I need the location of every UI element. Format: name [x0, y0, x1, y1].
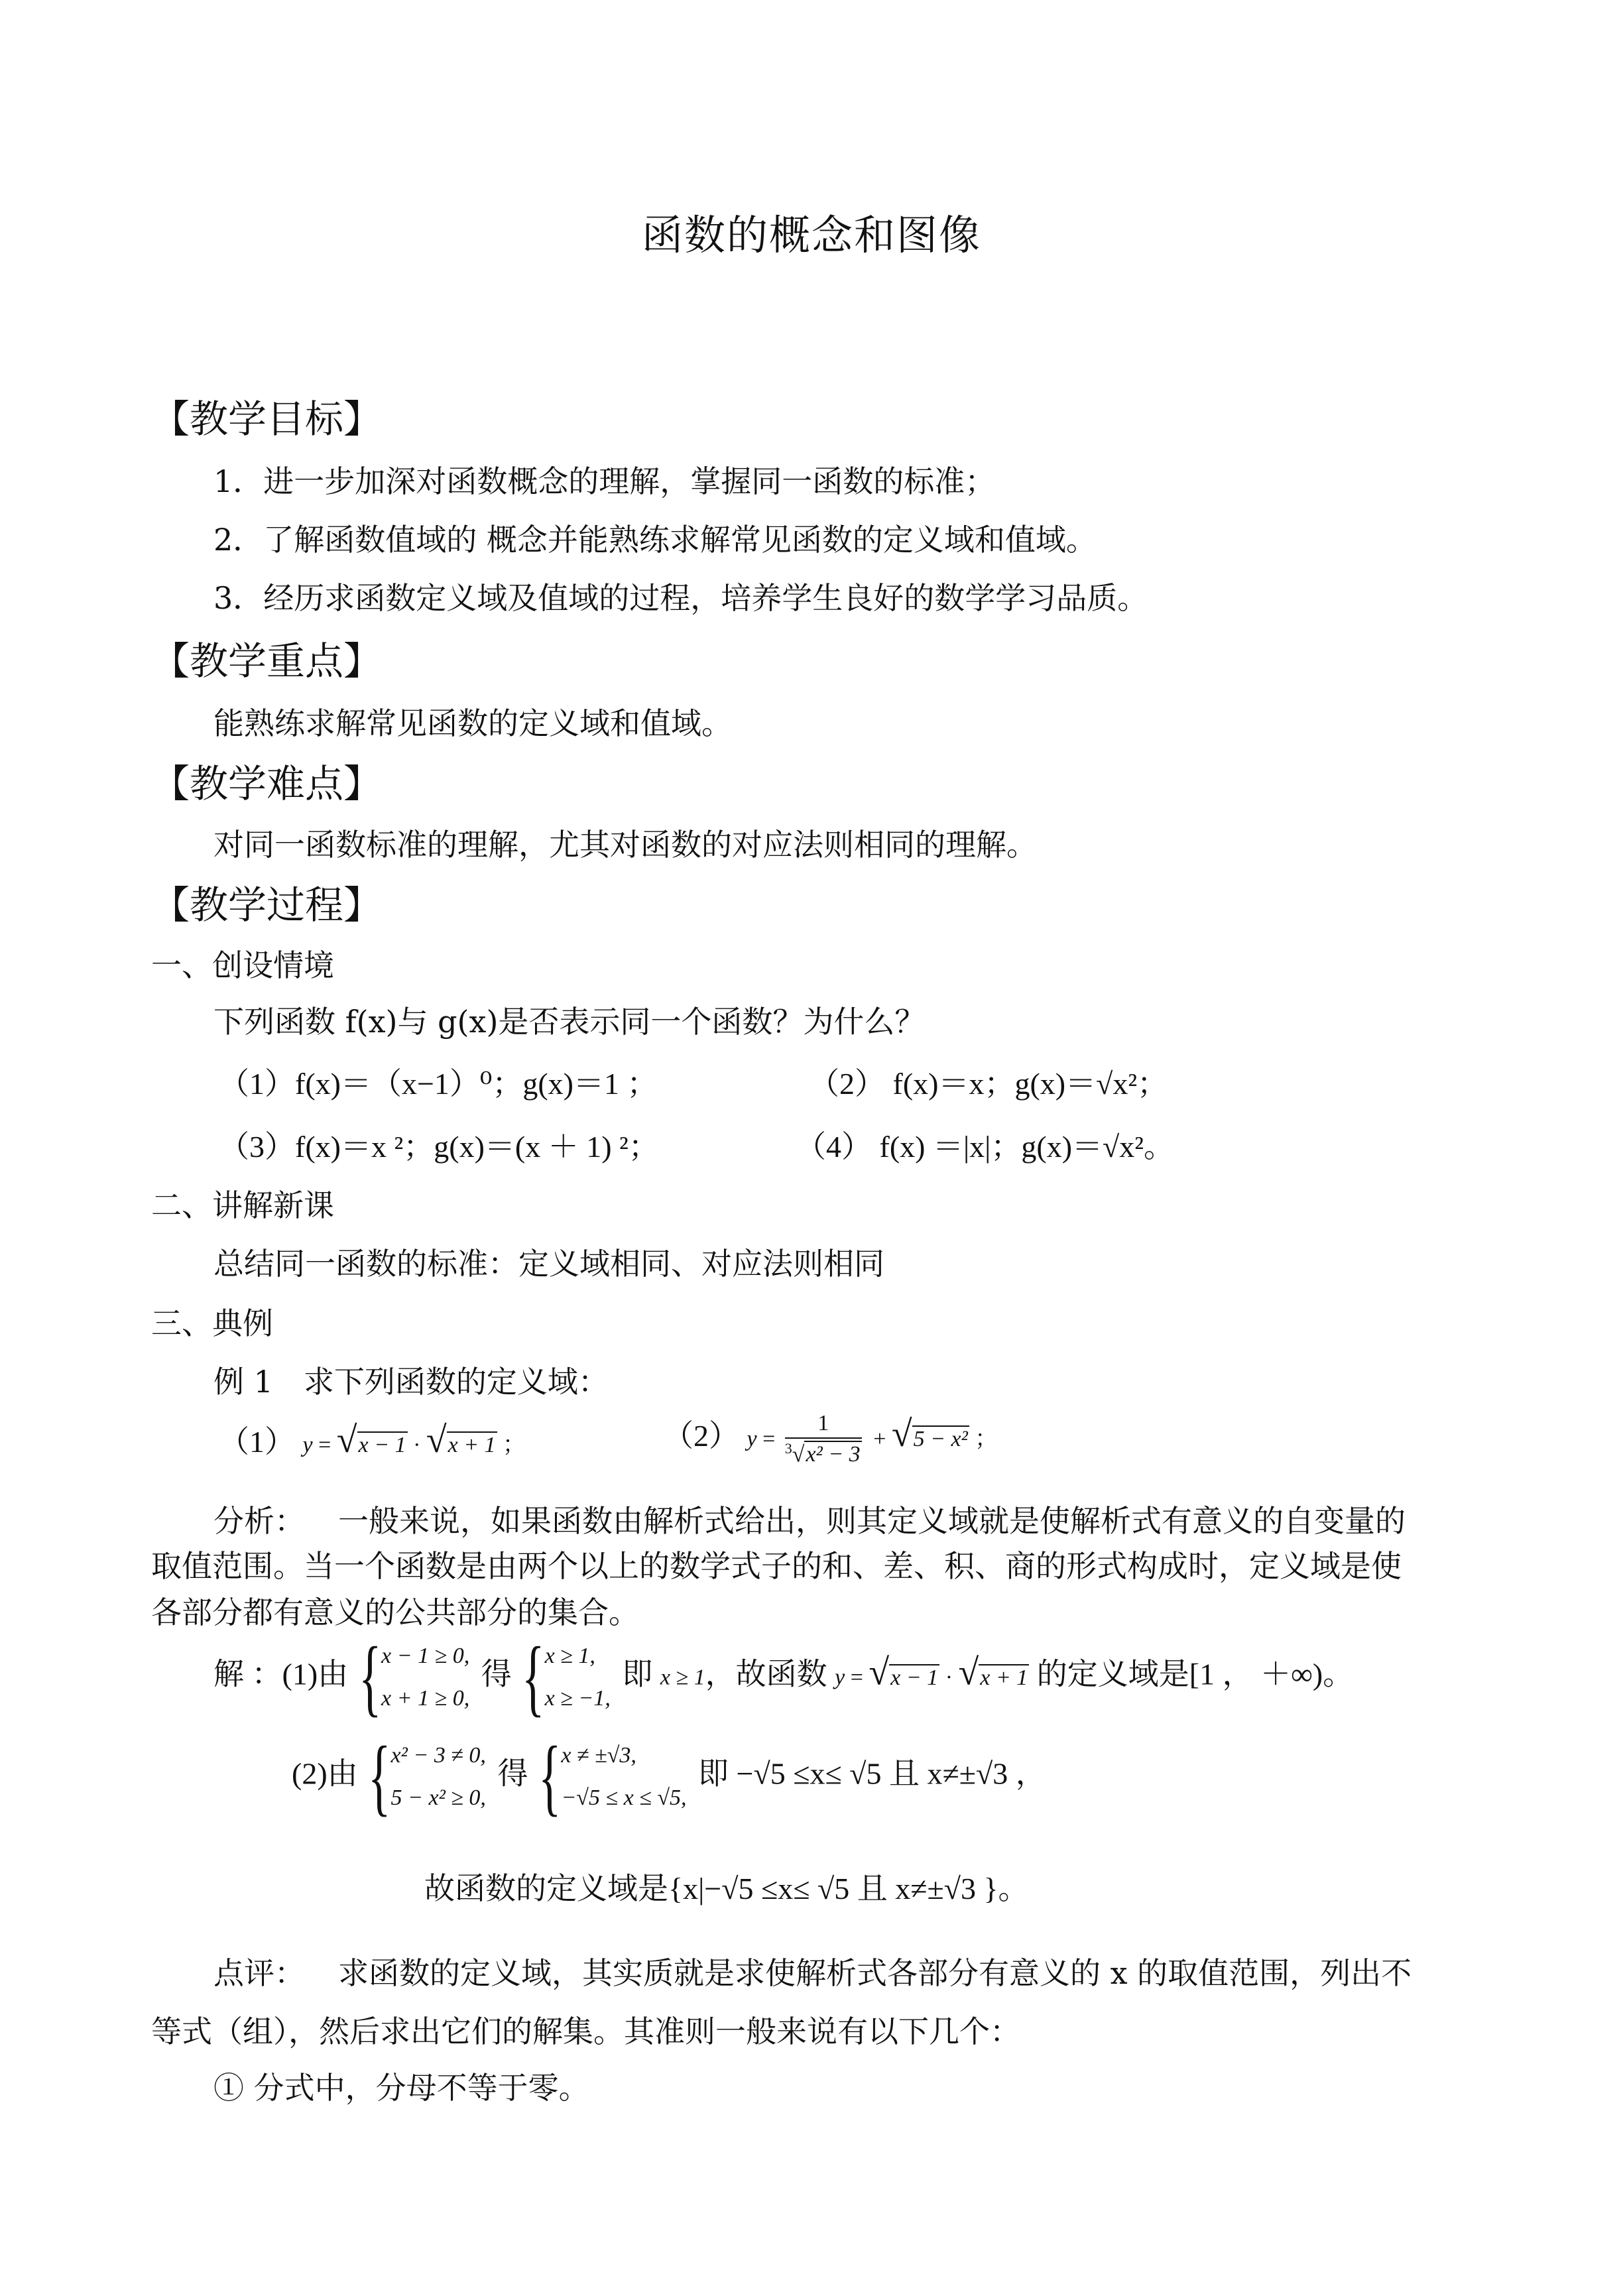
objective-item-1: 1．进一步加深对函数概念的理解，掌握同一函数的标准；: [213, 463, 996, 499]
solution-2-conclusion: 故函数的定义域是{x|−√5 ≤x≤ √5 且 x≠±√3 }。: [424, 1872, 1029, 1905]
function-pair-3: （3）f(x)＝x ²；g(x)＝(x ＋ 1) ²；: [219, 1130, 659, 1164]
section-3-heading: 三、典例: [151, 1305, 273, 1341]
analysis-text-1: 一般来说，如果函数由解析式给出，则其定义域就是使解析式有意义的自变量的: [338, 1503, 1406, 1539]
difficulty-heading: 【教学难点】: [151, 761, 383, 806]
objective-item-3: 3．经历求函数定义域及值域的过程，培养学生良好的数学学习品质。: [213, 580, 1148, 616]
objectives-heading: 【教学目标】: [151, 396, 383, 442]
solution-1-condition: x ≥ 1: [660, 1665, 705, 1690]
solution-1-get: 得: [481, 1657, 512, 1691]
solution-1-then: 即: [622, 1657, 653, 1691]
section-2-heading: 二、讲解新课: [151, 1187, 334, 1223]
rule-1: ① 分式中，分母不等于零。: [213, 2070, 589, 2106]
section-1-question: 下列函数 f(x)与 g(x)是否表示同一个函数？为什么？: [213, 1004, 926, 1040]
solution-2: (2)由 { x² − 3 ≠ 0, 5 − x² ≥ 0, 得 { x ≠ ±√3, −√5 ≤ x ≤ √5, 即 −√5 ≤x≤ √5 且 x≠±√3 ，: [292, 1729, 1046, 1825]
process-heading: 【教学过程】: [151, 882, 383, 928]
objective-item-2: 2．了解函数值域的 概念并能熟练求解常见函数的定义域和值域。: [213, 522, 1097, 558]
solution-1: 解 ：(1)由 { x − 1 ≥ 0, x + 1 ≥ 0, 得 { x ≥ 1, x ≥ −1, 即 x ≥ 1，故函数 y = √x − 1 · √x + 1 的定义域是[1 ， ＋∞)。: [213, 1630, 1354, 1725]
solution-1-therefore: ，故函数: [705, 1657, 827, 1691]
q2-label: （2）: [663, 1419, 739, 1453]
example-formula-1: （1） y = √x − 1 · √x + 1 ；: [219, 1420, 526, 1461]
key-point-heading: 【教学重点】: [151, 638, 383, 684]
function-pair-1: （1）f(x)＝（x−1）⁰；g(x)＝1 ；: [219, 1067, 658, 1101]
analysis-label: 分析：: [213, 1503, 305, 1539]
analysis-line-1: [213, 1497, 1406, 1541]
analysis-line-2: 取值范围。当一个函数是由两个以上的数学式子的和、差、积、商的形式构成时，定义域是使: [151, 1548, 1402, 1584]
q1-label: （1）: [219, 1425, 295, 1459]
solution-2-then: 即: [698, 1756, 729, 1791]
function-pair-4: （4） f(x) ＝|x|；g(x)＝√x²。: [796, 1130, 1175, 1164]
difficulty-text: 对同一函数标准的理解，尤其对函数的对应法则相同的理解。: [213, 827, 1037, 863]
example-1-prompt: 例 1 求下列函数的定义域：: [213, 1364, 609, 1400]
function-pair-2: （2） f(x)＝x；g(x)＝√x²；: [809, 1067, 1168, 1101]
section-1-heading: 一、创设情境: [151, 947, 334, 983]
comment-line-1: [213, 1949, 1412, 1993]
comment-text-1: 求函数的定义域，其实质就是求使解析式各部分有意义的 x 的取值范围，列出不: [338, 1955, 1412, 1991]
solution-2-label: (2)由: [292, 1756, 358, 1791]
solution-2-inequality: −√5 ≤x≤ √5 且 x≠±√3 ，: [736, 1756, 1046, 1791]
example-formula-2: （2） y = $\frac{1}{^3√x^2 - 3}$ + √5 − x² ；: [663, 1411, 998, 1467]
solution-2-get: 得: [497, 1756, 528, 1791]
page-title: 函数的概念和图像: [641, 211, 981, 259]
comment-label: 点评：: [213, 1955, 305, 1991]
key-point-text: 能熟练求解常见函数的定义域和值域。: [213, 705, 732, 741]
comment-line-2: 等式（组），然后求出它们的解集。其准则一般来说有以下几个：: [151, 2014, 1020, 2049]
section-2-text: 总结同一函数的标准：定义域相同、对应法则相同: [213, 1246, 884, 1282]
solution-1-result: 的定义域是[1 ， ＋∞)。: [1036, 1657, 1354, 1691]
solution-1-label: 解 ：(1)由: [213, 1657, 349, 1691]
analysis-line-3: 各部分都有意义的公共部分的集合。: [151, 1595, 639, 1630]
